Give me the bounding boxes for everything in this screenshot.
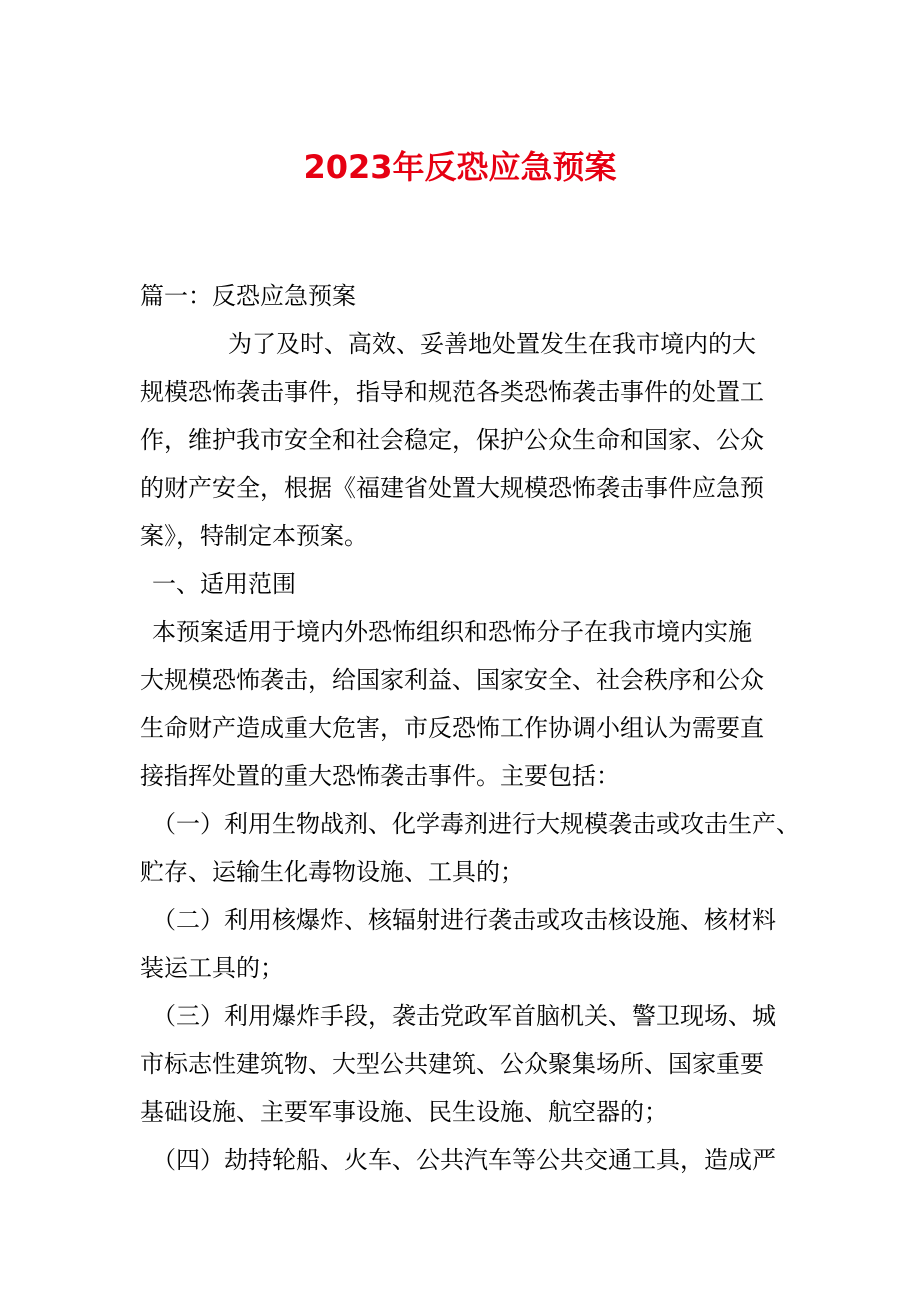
- text-line: 市标志性建筑物、大型公共建筑、公众聚集场所、国家重要: [140, 1050, 764, 1078]
- document-title: 2023年反恐应急预案: [303, 148, 617, 186]
- list-item: （四）劫持轮船、火车、公共汽车等公共交通工具，造成严: [152, 1146, 776, 1174]
- text-line: 接指挥处置的重大恐怖袭击事件。主要包括：: [140, 762, 620, 790]
- text-line: 篇一：反恐应急预案: [140, 282, 356, 310]
- section-heading: 一、适用范围: [152, 570, 296, 598]
- text-line: 基础设施、主要军事设施、民生设施、航空器的；: [140, 1098, 668, 1126]
- text-line: 贮存、运输生化毒物设施、工具的；: [140, 858, 524, 886]
- text-line: 大规模恐怖袭击，给国家利益、国家安全、社会秩序和公众: [140, 666, 764, 694]
- text-line: 装运工具的；: [140, 954, 284, 982]
- text-line: 生命财产造成重大危害，市反恐怖工作协调小组认为需要直: [140, 714, 764, 742]
- text-line: 作，维护我市安全和社会稳定，保护公众生命和国家、公众: [140, 426, 764, 454]
- text-line: 案》，特制定本预案。: [140, 522, 368, 550]
- text-line: 本预案适用于境内外恐怖组织和恐怖分子在我市境内实施: [152, 618, 752, 646]
- list-item: （一）利用生物战剂、化学毒剂进行大规模袭击或攻击生产、: [152, 810, 800, 838]
- list-item: （三）利用爆炸手段，袭击党政军首脑机关、警卫现场、城: [152, 1002, 776, 1030]
- document-body: [140, 272, 800, 1184]
- list-item: （二）利用核爆炸、核辐射进行袭击或攻击核设施、核材料: [152, 906, 776, 934]
- text-line: 的财产安全，根据《福建省处置大规模恐怖袭击事件应急预: [140, 474, 764, 502]
- text-line: 为了及时、高效、妥善地处置发生在我市境内的大: [228, 330, 756, 358]
- text-line: 规模恐怖袭击事件，指导和规范各类恐怖袭击事件的处置工: [140, 378, 764, 406]
